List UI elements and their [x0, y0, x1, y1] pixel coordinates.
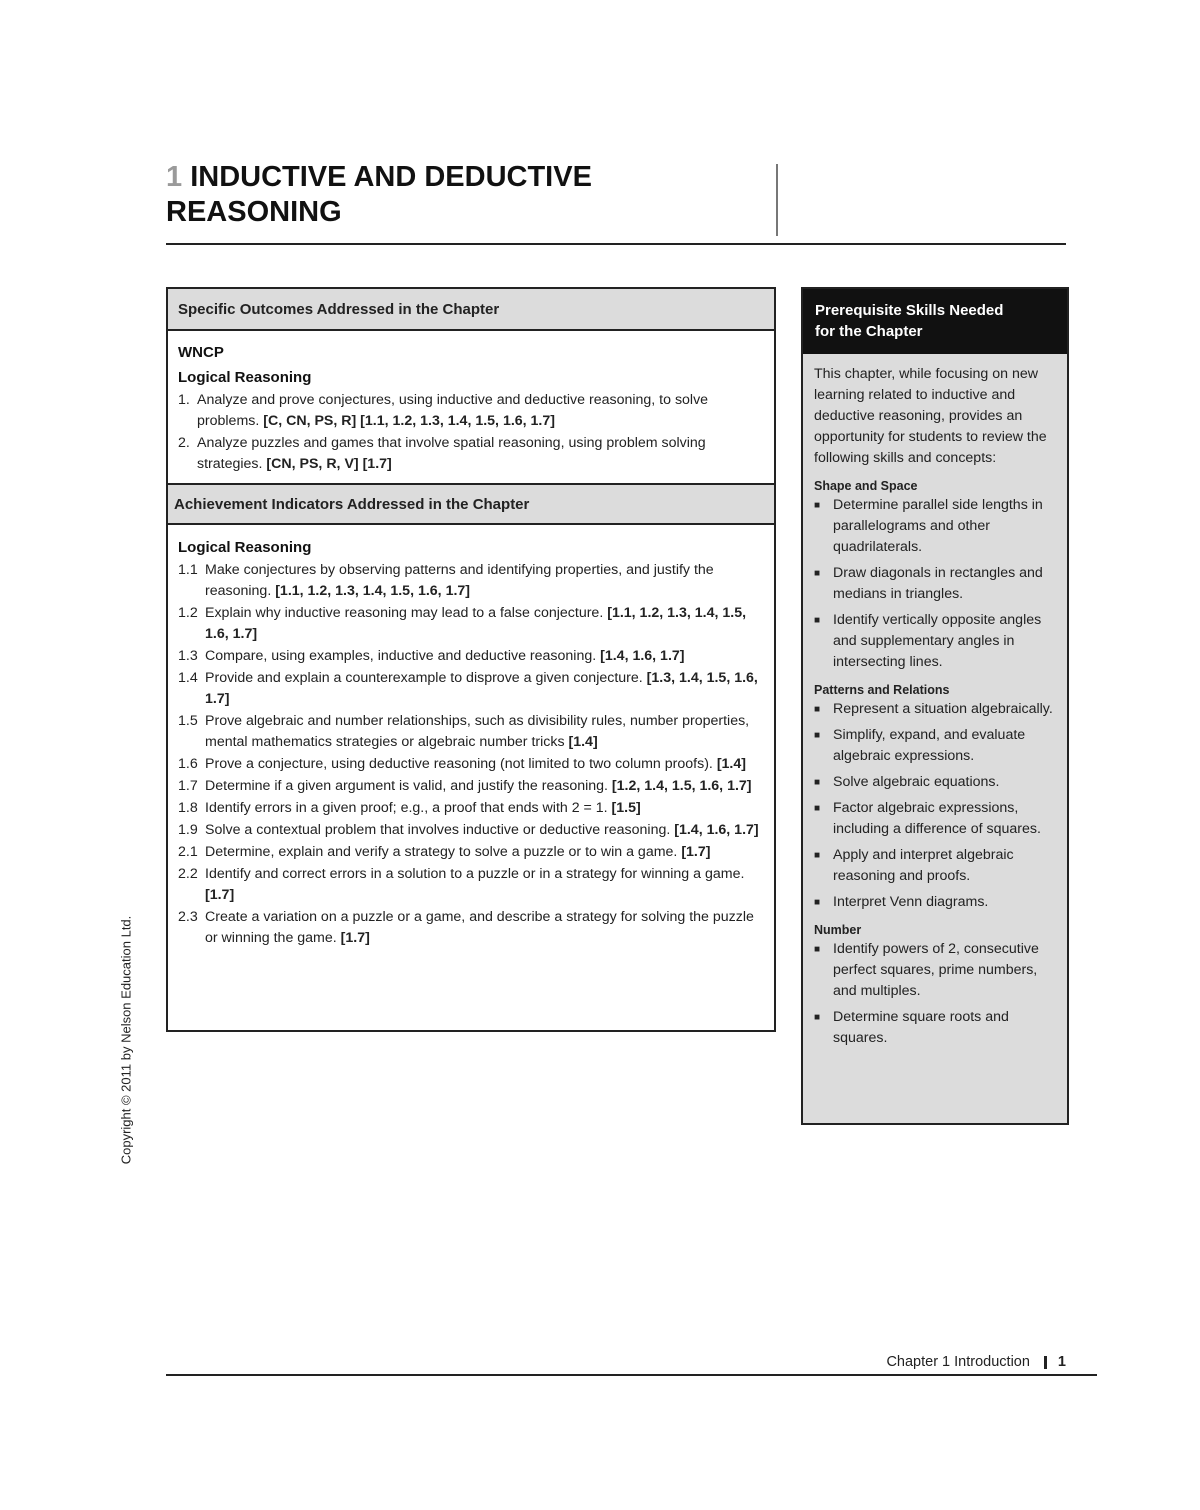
outcomes-section [168, 344, 774, 475]
item-body: Explain why inductive reasoning may lead to a false conjecture. [205, 605, 608, 621]
item-number: 1. [178, 392, 190, 408]
list-item [814, 892, 1055, 913]
list-item [178, 560, 762, 602]
page-footer [886, 1354, 1066, 1370]
item-number: 1.2 [178, 605, 198, 621]
list-item [814, 939, 1055, 1002]
item-refs: [1.4, 1.6, 1.7] [600, 648, 685, 664]
item-body: Prove algebraic and number relationships, such as divisibility rules, number properties, mental mathematics strategies or algebraic number tricks [205, 713, 750, 750]
item-refs: [1.4] [568, 734, 598, 750]
item-refs: [C, CN, PS, R] [1.1, 1.2, 1.3, 1.4, 1.5, 1.6, 1.7] [263, 413, 555, 429]
item-number: 1.4 [178, 670, 198, 686]
list-item [178, 864, 762, 906]
list-item [814, 563, 1055, 605]
item-text [205, 668, 762, 710]
square-bullet-icon: ■ [814, 850, 821, 861]
footer-label: Chapter 1 Introduction [886, 1354, 1030, 1370]
item-body: Create a variation on a puzzle or a game, and describe a strategy for solving the puzzle or winning the game. [205, 909, 754, 946]
prereq-box [801, 287, 1069, 1125]
square-bullet-icon: ■ [814, 615, 821, 626]
item-text [205, 798, 762, 819]
item-text [205, 842, 762, 863]
item-body: Identify errors in a given proof; e.g., a proof that ends with 2 = 1. [205, 800, 612, 816]
outcomes-subheading: Logical Reasoning [178, 369, 312, 386]
list-item [178, 646, 762, 667]
prereq-category-title: Number [814, 923, 862, 937]
item-refs: [CN, PS, R, V] [1.7] [266, 456, 392, 472]
item-text [205, 776, 762, 797]
list-item [178, 711, 762, 753]
list-item [178, 603, 762, 645]
square-bullet-icon: ■ [814, 730, 821, 741]
indicators-header: Achievement Indicators Addressed in the Chapter [168, 483, 774, 525]
prereq-category-title: Shape and Space [814, 479, 918, 493]
prereq-skill-list [814, 699, 1055, 913]
item-refs: [1.7] [340, 930, 370, 946]
item-body: Analyze and prove conjectures, using inductive and deductive reasoning, to solve problems. [197, 392, 709, 429]
list-item [178, 433, 762, 475]
list-item [178, 668, 762, 710]
item-body: Provide and explain a counterexample to disprove a given conjecture. [205, 670, 647, 686]
item-number: 1.3 [178, 648, 198, 664]
square-bullet-icon: ■ [814, 568, 821, 579]
list-item [178, 390, 762, 432]
square-bullet-icon: ■ [814, 944, 821, 955]
item-body: Make conjectures by observing patterns and identifying properties, and justify the reasoning. [205, 562, 714, 599]
item-text [197, 390, 762, 432]
prereq-header-line1: Prerequisite Skills Needed [815, 302, 1004, 319]
outcomes-header: Specific Outcomes Addressed in the Chapter [168, 289, 774, 331]
skill-text: Solve algebraic equations. [833, 774, 1000, 790]
list-item [814, 699, 1055, 720]
prereq-body [803, 354, 1067, 1049]
list-item [814, 725, 1055, 767]
copyright-text: Copyright © 2011 by Nelson Education Ltd. [118, 915, 134, 1165]
page-number: 1 [1057, 1354, 1066, 1370]
item-text [205, 754, 762, 775]
list-item [178, 820, 762, 841]
square-bullet-icon: ■ [814, 500, 821, 511]
skill-text: Determine parallel side lengths in parallelograms and other quadrilaterals. [833, 497, 1043, 555]
list-item [178, 776, 762, 797]
curriculum-label: WNCP [178, 344, 224, 361]
list-item [814, 1007, 1055, 1049]
item-text [205, 711, 762, 753]
list-item [178, 754, 762, 775]
chapter-number: 1 [166, 161, 183, 193]
item-body: Analyze puzzles and games that involve spatial reasoning, using problem solving strategies. [197, 435, 706, 472]
item-number: 1.9 [178, 822, 198, 838]
item-refs: [1.4] [716, 756, 746, 772]
item-refs: [1.5] [611, 800, 641, 816]
item-body: Solve a contextual problem that involves inductive or deductive reasoning. [205, 822, 675, 838]
chapter-title-line1: INDUCTIVE AND DEDUCTIVE [190, 161, 592, 193]
square-bullet-icon: ■ [814, 777, 821, 788]
item-body: Determine if a given argument is valid, and justify the reasoning. [205, 778, 612, 794]
list-item [178, 907, 762, 949]
indicator-list [178, 560, 762, 949]
square-bullet-icon: ■ [814, 1012, 821, 1023]
skill-text: Represent a situation algebraically. [833, 701, 1053, 717]
item-text [205, 864, 762, 906]
skill-text: Factor algebraic expressions, including a difference of squares. [833, 800, 1041, 837]
skill-text: Interpret Venn diagrams. [833, 894, 989, 910]
item-refs: [1.2, 1.4, 1.5, 1.6, 1.7] [611, 778, 752, 794]
footer-rule [166, 1374, 1097, 1376]
skill-text: Identify vertically opposite angles and supplementary angles in intersecting lines. [833, 612, 1042, 670]
item-number: 1.5 [178, 713, 198, 729]
item-number: 1.7 [178, 778, 198, 794]
skill-text: Simplify, expand, and evaluate algebraic expressions. [833, 727, 1026, 764]
item-number: 2.2 [178, 866, 198, 882]
outcomes-box [166, 287, 776, 1032]
item-number: 2. [178, 435, 190, 451]
title-vertical-rule [776, 164, 778, 236]
square-bullet-icon: ■ [814, 704, 821, 715]
item-refs: [1.1, 1.2, 1.3, 1.4, 1.5, 1.6, 1.7] [205, 605, 747, 642]
list-item [178, 842, 762, 863]
title-horizontal-rule [166, 243, 1066, 245]
item-refs: [1.3, 1.4, 1.5, 1.6, 1.7] [205, 670, 758, 707]
item-refs: [1.4, 1.6, 1.7] [674, 822, 759, 838]
list-item [814, 772, 1055, 793]
chapter-title [166, 160, 766, 230]
item-body: Determine, explain and verify a strategy to solve a puzzle or to win a game. [205, 844, 682, 860]
indicators-subheading: Logical Reasoning [178, 539, 312, 556]
skill-text: Identify powers of 2, consecutive perfect squares, prime numbers, and multiples. [833, 941, 1039, 999]
item-body: Identify and correct errors in a solution to a puzzle or in a strategy for winning a game. [205, 866, 745, 882]
item-number: 1.8 [178, 800, 198, 816]
skill-text: Apply and interpret algebraic reasoning and proofs. [833, 847, 1014, 884]
item-text [205, 646, 762, 667]
list-item [814, 495, 1055, 558]
item-body: Compare, using examples, inductive and deductive reasoning. [205, 648, 601, 664]
list-item [814, 610, 1055, 673]
outcome-list [178, 390, 762, 475]
prereq-intro: This chapter, while focusing on new learning related to inductive and deductive reasoning, provides an opportunity for students to review the following skills and concepts: [814, 366, 1047, 466]
prereq-skill-list [814, 939, 1055, 1049]
footer-separator [1044, 1356, 1047, 1369]
list-item [814, 798, 1055, 840]
list-item [814, 845, 1055, 887]
item-number: 2.3 [178, 909, 198, 925]
prereq-header [803, 289, 1067, 354]
list-item [178, 798, 762, 819]
square-bullet-icon: ■ [814, 897, 821, 908]
item-number: 1.1 [178, 562, 198, 578]
item-text [205, 603, 762, 645]
prereq-header-line2: for the Chapter [815, 323, 923, 340]
item-body: Prove a conjecture, using deductive reasoning (not limited to two column proofs). [205, 756, 717, 772]
item-refs: [1.7] [681, 844, 711, 860]
item-number: 2.1 [178, 844, 198, 860]
item-refs: [1.1, 1.2, 1.3, 1.4, 1.5, 1.6, 1.7] [275, 583, 471, 599]
item-number: 1.6 [178, 756, 198, 772]
skill-text: Draw diagonals in rectangles and medians in triangles. [833, 565, 1043, 602]
item-text [205, 907, 762, 949]
skill-text: Determine square roots and squares. [833, 1009, 1009, 1046]
square-bullet-icon: ■ [814, 803, 821, 814]
chapter-title-line2: REASONING [166, 196, 342, 228]
item-text [205, 560, 762, 602]
item-text [205, 820, 762, 841]
indicators-section [168, 539, 774, 949]
prereq-category-title: Patterns and Relations [814, 683, 950, 697]
item-text [197, 433, 762, 475]
prereq-skill-list [814, 495, 1055, 673]
item-refs: [1.7] [205, 887, 235, 903]
